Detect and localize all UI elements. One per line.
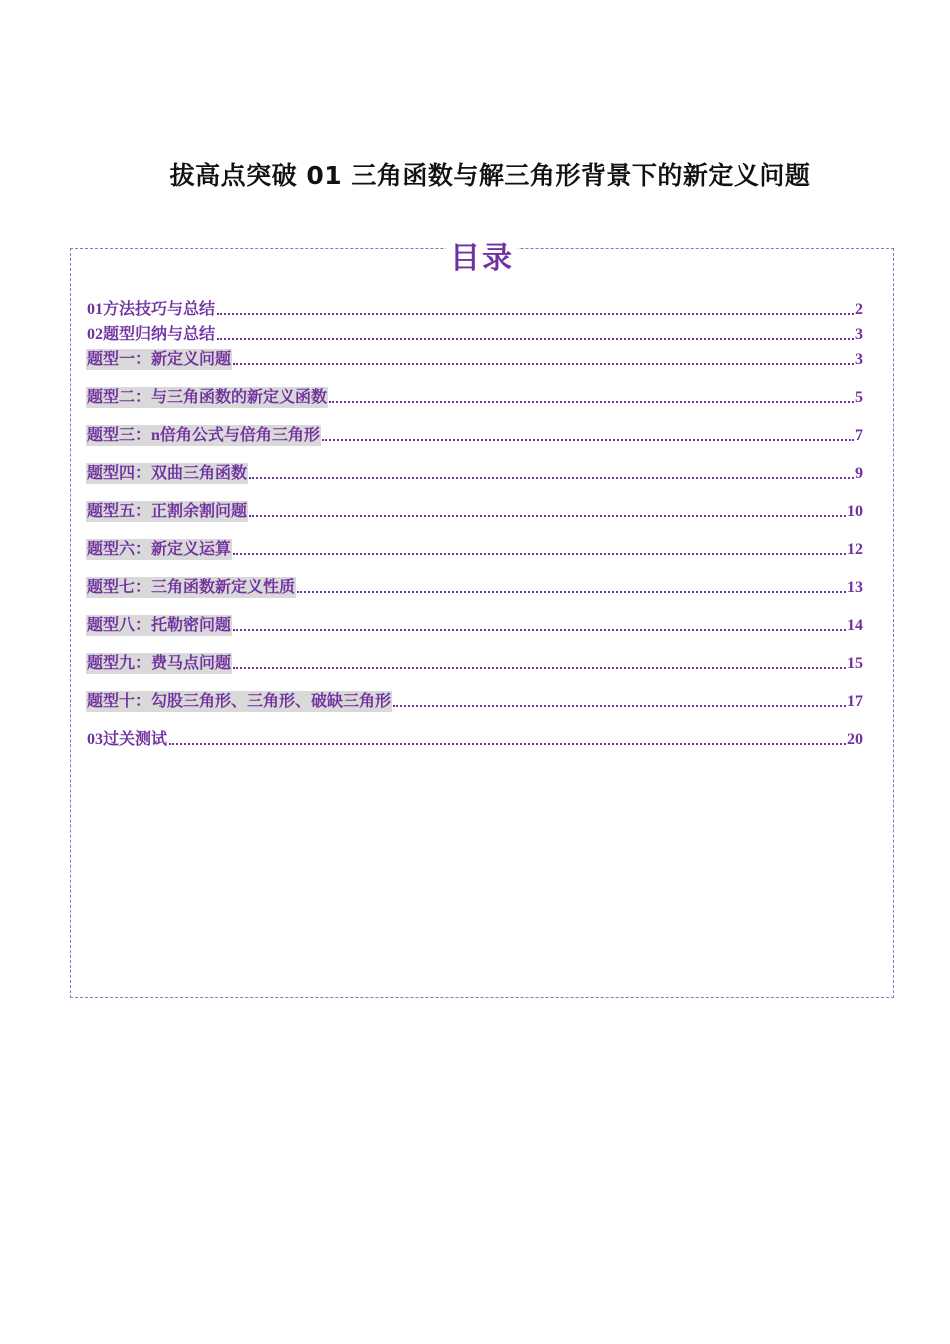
toc-entry-label: 题型一：新定义问题	[87, 351, 232, 368]
toc-entry[interactable]	[86, 536, 863, 560]
document-title: 拔高点突破 01 三角函数与解三角形背景下的新定义问题	[169, 161, 811, 190]
toc-entry-label: 题型六：新定义运算	[87, 541, 232, 558]
toc-entry[interactable]	[86, 460, 863, 484]
toc-entry[interactable]	[86, 574, 863, 598]
toc-dot-leader	[233, 362, 854, 365]
toc-entry-page-number: 12	[847, 541, 863, 558]
toc-dot-leader	[249, 514, 846, 517]
toc-entry-label: 03过关测试	[87, 731, 168, 748]
toc-dot-leader	[393, 704, 846, 707]
toc-entry-page-number: 3	[855, 351, 863, 368]
toc-entry[interactable]	[86, 498, 863, 522]
toc-entry-page-number: 3	[855, 326, 863, 343]
toc-entry-page-number: 14	[847, 617, 863, 634]
toc-entry-label: 题型二：与三角函数的新定义函数	[87, 389, 328, 406]
toc-entry[interactable]	[86, 384, 863, 408]
toc-entry-label: 题型三：n倍角公式与倍角三角形	[87, 427, 320, 444]
toc-entry[interactable]	[86, 688, 863, 712]
toc-heading-text: 目录	[446, 241, 518, 276]
toc-entry-label: 题型四：双曲三角函数	[87, 465, 248, 482]
toc-entry-page-number: 13	[847, 579, 863, 596]
toc-entry-label: 题型八：托勒密问题	[87, 617, 232, 634]
toc-dot-leader	[233, 628, 846, 631]
toc-entry[interactable]	[86, 726, 863, 750]
toc-entry-label: 02题型归纳与总结	[87, 326, 216, 343]
toc-dot-leader	[169, 742, 846, 745]
toc-dot-leader	[233, 552, 846, 555]
toc-dot-leader	[217, 312, 854, 315]
toc-dot-leader	[329, 400, 854, 403]
toc-entry-page-number: 9	[855, 465, 863, 482]
toc-entry[interactable]	[86, 650, 863, 674]
table-of-contents	[70, 241, 894, 998]
toc-entry-page-number: 2	[855, 301, 863, 318]
toc-entry-page-number: 5	[855, 389, 863, 406]
toc-entry-page-number: 20	[847, 731, 863, 748]
toc-entry-page-number: 7	[855, 427, 863, 444]
toc-dot-leader	[297, 590, 846, 593]
toc-entry[interactable]	[86, 321, 863, 345]
toc-entry[interactable]	[86, 346, 863, 370]
toc-entry-label: 题型七：三角函数新定义性质	[87, 579, 296, 596]
toc-entry-label: 题型五：正割余割问题	[87, 503, 248, 520]
toc-dot-leader	[249, 476, 854, 479]
toc-dot-leader	[233, 666, 846, 669]
toc-entry-label: 题型十：勾股三角形、三角形、破缺三角形	[87, 693, 392, 710]
toc-entry-page-number: 10	[847, 503, 863, 520]
toc-entry-label: 01方法技巧与总结	[87, 301, 216, 318]
toc-entry[interactable]	[86, 422, 863, 446]
toc-entry[interactable]	[86, 612, 863, 636]
toc-heading	[71, 233, 893, 277]
toc-dot-leader	[322, 438, 854, 441]
toc-entry-page-number: 17	[847, 693, 863, 710]
toc-dot-leader	[217, 337, 854, 340]
toc-entry[interactable]	[86, 296, 863, 320]
toc-entry-page-number: 15	[847, 655, 863, 672]
toc-entry-label: 题型九：费马点问题	[87, 655, 232, 672]
